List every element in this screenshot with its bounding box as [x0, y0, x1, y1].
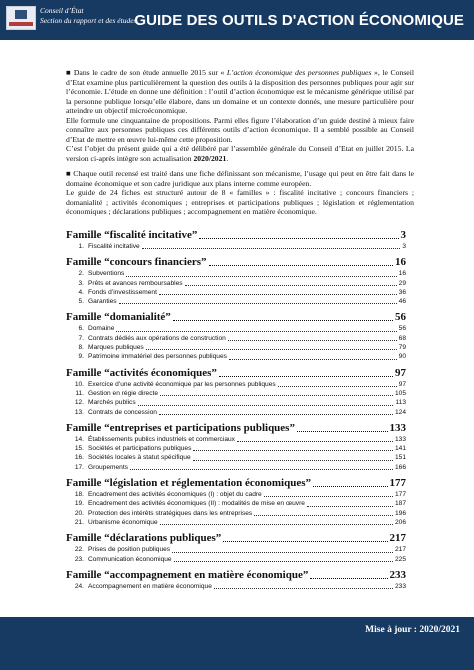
- toc-item[interactable]: [66, 334, 406, 343]
- toc-family-title: Famille “accompagnement en matière économique”: [66, 568, 309, 581]
- toc-item[interactable]: [66, 463, 406, 472]
- toc-family-title: Famille “entreprises et participations publiques”: [66, 421, 295, 434]
- toc-item-number: 14.: [74, 435, 84, 443]
- toc-item-number: 12.: [74, 399, 84, 407]
- intro-paragraph: ■ Chaque outil recensé est traité dans une fiche définissant son mécanisme, l’usage qui peut en être fait dans le domaine économique et son cadre juridique aux plans interne comme européen.: [66, 169, 414, 188]
- toc-item[interactable]: [66, 555, 406, 564]
- toc-item-page: 105: [394, 389, 406, 397]
- toc-item-number: 8.: [78, 344, 84, 352]
- toc-item-page: 196: [394, 509, 406, 517]
- toc-item-number: 21.: [74, 518, 84, 526]
- toc-item[interactable]: [66, 242, 406, 251]
- toc-item-page: 68: [398, 334, 406, 342]
- dot-leader: [228, 340, 397, 341]
- toc-item-number: 20.: [74, 509, 84, 517]
- toc-item[interactable]: [66, 269, 406, 278]
- toc-item-page: 141: [394, 445, 406, 453]
- dot-leader: [219, 376, 393, 377]
- toc-family-title: Famille “concours financiers”: [66, 256, 207, 269]
- dot-leader: [160, 395, 393, 396]
- toc-item-label: Établissements publics industriels et commerciaux: [88, 435, 235, 443]
- toc-item-label: Exercice d’une activité économique par les personnes publiques: [88, 380, 276, 388]
- toc-item-number: 23.: [74, 555, 84, 563]
- intro-paragraph: Le guide de 24 fiches est structuré autour de 8 « familles » : fiscalité incitative ; concours financiers ; domanialité ; activités économiques ; entreprises et participations publiques ; législation et réglementation économiques ; déclarations publiques ; accompagnement en matière économique.: [66, 188, 414, 216]
- toc-item[interactable]: [66, 389, 406, 398]
- toc-item-number: 4.: [78, 288, 84, 296]
- dot-leader: [264, 496, 393, 497]
- toc-item-label: Contrats dédiés aux opérations de construction: [88, 334, 226, 342]
- dot-leader: [223, 541, 387, 542]
- dot-leader: [173, 320, 393, 321]
- toc-item-label: Patrimoine immatériel des personnes publiques: [88, 353, 227, 361]
- dot-leader: [185, 285, 397, 286]
- organization-section: Section du rapport et des études: [40, 16, 137, 25]
- dot-leader: [146, 349, 397, 350]
- toc-item[interactable]: [66, 582, 406, 591]
- toc-item-label: Garanties: [88, 298, 117, 306]
- toc-item[interactable]: [66, 288, 406, 297]
- dot-leader: [159, 414, 393, 415]
- toc-item-label: Prises de position publiques: [88, 546, 171, 554]
- dot-leader: [130, 469, 393, 470]
- toc-item[interactable]: [66, 509, 406, 518]
- dot-leader: [229, 359, 397, 360]
- toc-item-label: Prêts et avances remboursables: [88, 279, 183, 287]
- toc-item-number: 7.: [78, 334, 84, 342]
- toc-item[interactable]: [66, 343, 406, 352]
- toc-item-number: 10.: [74, 380, 84, 388]
- toc-item-label: Gestion en régie directe: [88, 389, 159, 397]
- toc-item-label: Contrats de concession: [88, 408, 157, 416]
- toc-family[interactable]: [66, 256, 406, 269]
- toc-family-title: Famille “fiscalité incitative”: [66, 229, 198, 241]
- header-band: [0, 0, 474, 40]
- toc-item-page: 124: [394, 408, 406, 416]
- toc-item-page: 206: [394, 518, 406, 526]
- toc-item[interactable]: [66, 444, 406, 453]
- toc-item-number: 13.: [74, 408, 84, 416]
- toc-family-page: 16: [395, 256, 406, 269]
- toc-item[interactable]: [66, 324, 406, 333]
- toc-item-number: 3.: [78, 279, 84, 287]
- conseil-etat-logo: [6, 6, 36, 30]
- toc-item[interactable]: [66, 499, 406, 508]
- toc-family[interactable]: [66, 532, 406, 545]
- toc-item-page: 29: [398, 279, 406, 287]
- toc-item-number: 5.: [78, 298, 84, 306]
- toc-item-page: 97: [398, 380, 406, 388]
- dot-leader: [278, 386, 397, 387]
- toc-item[interactable]: [66, 435, 406, 444]
- footer-band: [0, 617, 474, 670]
- toc-item[interactable]: [66, 398, 406, 407]
- dot-leader: [313, 486, 387, 487]
- toc-item-label: Urbanisme économique: [88, 518, 158, 526]
- toc-item-page: 133: [394, 435, 406, 443]
- toc-item-label: Fonds d’investissement: [88, 288, 157, 296]
- toc-item-number: 24.: [74, 582, 84, 590]
- dot-leader: [209, 265, 393, 266]
- dot-leader: [237, 441, 393, 442]
- update-date: Mise à jour : 2020/2021: [365, 625, 460, 635]
- dot-leader: [214, 588, 393, 589]
- toc-item-number: 19.: [74, 500, 84, 508]
- toc-item-page: 187: [394, 500, 406, 508]
- toc-item-page: 3: [402, 243, 406, 250]
- toc-item-page: 166: [394, 463, 406, 471]
- dot-leader: [174, 561, 393, 562]
- toc-item-page: 46: [398, 298, 406, 306]
- toc-item[interactable]: [66, 408, 406, 417]
- toc-item-label: Subventions: [88, 270, 125, 278]
- toc-family-page: 177: [389, 477, 406, 490]
- toc-item-page: 56: [398, 325, 406, 333]
- toc-family-page: 3: [400, 229, 406, 241]
- toc-item-page: 36: [398, 288, 406, 296]
- toc-item-number: 2.: [78, 270, 84, 278]
- toc-item-number: 17.: [74, 463, 84, 471]
- toc-item-page: 177: [394, 491, 406, 499]
- toc-item-page: 233: [394, 582, 406, 590]
- toc-item-page: 151: [394, 454, 406, 462]
- document-title: GUIDE DES OUTILS D'ACTION ÉCONOMIQUE: [134, 12, 464, 29]
- organization-name: Conseil d’État: [40, 6, 84, 15]
- dot-leader: [307, 506, 393, 507]
- toc-item-number: 1.: [78, 243, 84, 250]
- toc-item-number: 6.: [78, 325, 84, 333]
- toc-item-page: 90: [398, 353, 406, 361]
- dot-leader: [142, 248, 401, 249]
- toc-item-page: 79: [398, 344, 406, 352]
- toc-family-title: Famille “domanialité”: [66, 311, 171, 324]
- toc-family[interactable]: [66, 477, 406, 490]
- toc-family-title: Famille “déclarations publiques”: [66, 532, 222, 545]
- toc-item[interactable]: [66, 518, 406, 527]
- intro-paragraph: ■ Dans le cadre de son étude annuelle 2015 sur « L’action économique des personnes publiques », le Conseil d’Etat examine plus particulièrement la question des outils à la disposition des personnes publiques pour agir sur l’économie. L’étude en donne une définition : l’outil d’action économique est le mécanisme générique utilisé par la personne publique lorsqu’elle élabore, dans un domaine et un contexte donnés, une mesure particulière pour atteindre un objectif microéconomique.: [66, 68, 414, 115]
- toc-family-page: 217: [389, 532, 406, 545]
- toc-item[interactable]: [66, 453, 406, 462]
- dot-leader: [254, 515, 393, 516]
- toc-item-number: 22.: [74, 546, 84, 554]
- toc-family-title: Famille “activités économiques”: [66, 366, 217, 379]
- toc-item-label: Marchés publics: [88, 399, 136, 407]
- toc-item-number: 9.: [78, 353, 84, 361]
- toc-family-page: 97: [395, 366, 406, 379]
- toc-item-number: 15.: [74, 445, 84, 453]
- toc-item-number: 18.: [74, 491, 84, 499]
- toc-item-label: Sociétés locales à statut spécifique: [88, 454, 191, 462]
- toc-item-page: 217: [394, 546, 406, 554]
- toc-family[interactable]: [66, 229, 406, 242]
- dot-leader: [310, 578, 387, 579]
- toc-family[interactable]: [66, 422, 406, 435]
- toc-family-title: Famille “législation et réglementation économiques”: [66, 477, 312, 490]
- toc-item[interactable]: [66, 380, 406, 389]
- toc-item-label: Marques publiques: [88, 344, 144, 352]
- toc-family[interactable]: [66, 311, 406, 324]
- toc-item-page: 16: [398, 270, 406, 278]
- dot-leader: [193, 450, 393, 451]
- toc-item[interactable]: [66, 352, 406, 361]
- intro-paragraph: Elle formule une cinquantaine de propositions. Parmi elles figure l’élaboration d’un guide destiné à mieux faire connaître aux personnes publiques ces différents outils d’action économique. Il a semblé possible au Conseil d’Etat de mettre en œuvre lui-même cette proposition.: [66, 115, 414, 144]
- toc-item-page: 113: [395, 399, 406, 407]
- toc-item-number: 11.: [75, 389, 84, 397]
- toc-item[interactable]: [66, 545, 406, 554]
- table-of-contents: [66, 229, 406, 591]
- toc-family-page: 56: [395, 311, 406, 324]
- dot-leader: [193, 460, 393, 461]
- toc-item-number: 16.: [74, 454, 84, 462]
- toc-item-label: Encadrement des activités économiques (I) : objet du cadre: [88, 491, 262, 499]
- dot-leader: [159, 294, 397, 295]
- toc-item-label: Domaine: [88, 325, 115, 333]
- toc-item[interactable]: [66, 490, 406, 499]
- dot-leader: [119, 303, 397, 304]
- dot-leader: [172, 552, 393, 553]
- organization: [40, 6, 136, 26]
- toc-item[interactable]: [66, 297, 406, 306]
- toc-family[interactable]: [66, 569, 406, 582]
- dot-leader: [126, 276, 396, 277]
- toc-item-page: 225: [394, 555, 406, 563]
- toc-item-label: Groupements: [88, 463, 128, 471]
- dot-leader: [199, 238, 398, 239]
- introduction: [66, 68, 414, 217]
- toc-item[interactable]: [66, 279, 406, 288]
- toc-item-label: Communication économique: [88, 555, 172, 563]
- toc-item-label: Sociétés et participations publiques: [88, 445, 192, 453]
- dot-leader: [116, 331, 396, 332]
- toc-item-label: Protection des intérêts stratégiques dans les entreprises: [88, 509, 253, 517]
- dot-leader: [160, 524, 393, 525]
- toc-family-page: 133: [389, 421, 406, 434]
- dot-leader: [138, 405, 394, 406]
- toc-family-page: 233: [389, 568, 406, 581]
- toc-item-label: Fiscalité incitative: [88, 243, 140, 250]
- dot-leader: [297, 431, 388, 432]
- toc-item-label: Accompagnement en matière économique: [88, 582, 212, 590]
- intro-paragraph: C’est l’objet du présent guide qui a été délibéré par l’assemblée générale du Conseil d’Etat en juillet 2015. La version ci-après intègre son actualisation 2020/2021.: [66, 144, 414, 163]
- toc-item-label: Encadrement des activités économiques (II) : modalités de mise en œuvre: [88, 500, 305, 508]
- toc-family[interactable]: [66, 367, 406, 380]
